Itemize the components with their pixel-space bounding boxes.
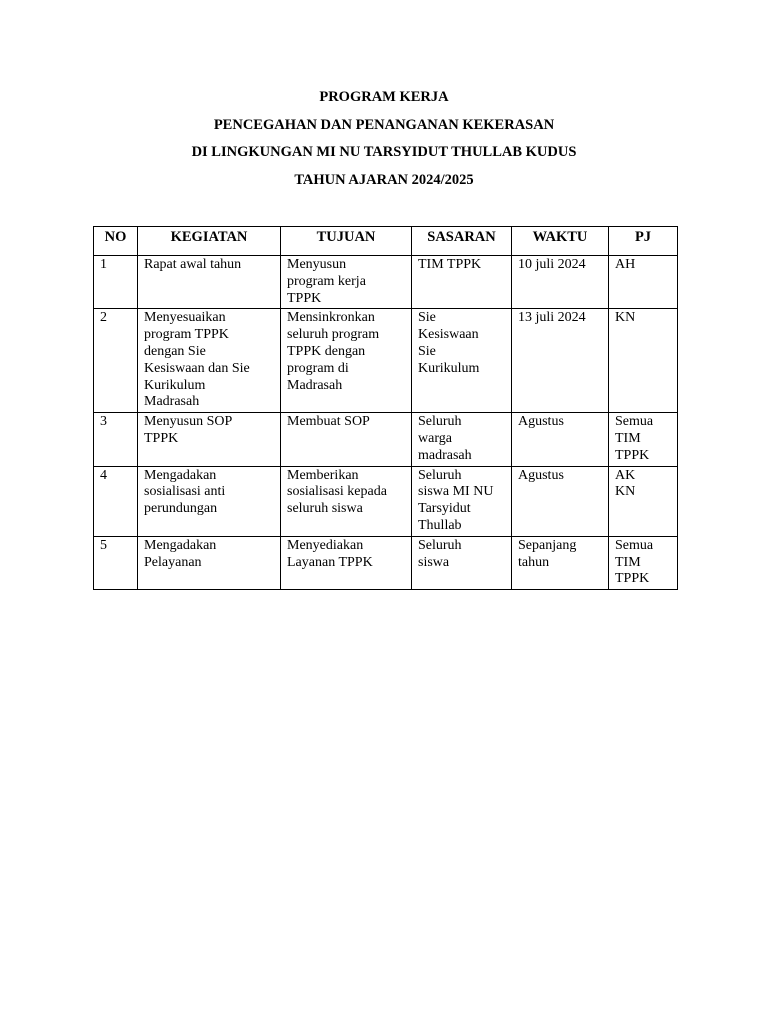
cell-kegiatan <box>138 256 281 309</box>
cell-tujuan <box>281 309 412 413</box>
table-row <box>94 309 678 413</box>
cell-text: Menyesuaikan program TPPK dengan Sie Kesiswaan dan Sie Kurikulum Madrasah <box>144 310 250 410</box>
cell-kegiatan <box>138 536 281 589</box>
cell-no <box>94 309 138 413</box>
cell-text: 4 <box>100 467 107 483</box>
cell-kegiatan <box>138 309 281 413</box>
cell-text: Agustus <box>518 414 564 430</box>
cell-waktu <box>512 256 609 309</box>
cell-text: Sie Kesiswaan Sie Kurikulum <box>418 310 480 376</box>
cell-tujuan <box>281 536 412 589</box>
cell-text: Semua TIM TPPK <box>615 537 654 587</box>
cell-text: Agustus <box>518 467 564 483</box>
cell-text: Semua TIM TPPK <box>615 414 654 463</box>
cell-text: 5 <box>100 537 107 553</box>
header-no: NO <box>94 227 138 256</box>
cell-sasaran <box>412 309 512 413</box>
cell-text: Menyusun SOP TPPK <box>144 414 233 446</box>
cell-no <box>94 256 138 309</box>
cell-text: Seluruh warga madrasah <box>418 414 472 463</box>
cell-no <box>94 413 138 466</box>
header-waktu: WAKTU <box>512 227 609 256</box>
cell-tujuan <box>281 466 412 536</box>
cell-text: Mengadakan Pelayanan <box>144 537 217 570</box>
cell-text: Seluruh siswa MI NU Tarsyidut Thullab <box>418 467 494 533</box>
cell-text: Mensinkronkan seluruh program TPPK dengan program di Madrasah <box>287 310 380 393</box>
table-row <box>94 413 678 466</box>
cell-text: 1 <box>100 257 107 272</box>
cell-pj <box>609 466 678 536</box>
document-location: DI LINGKUNGAN MI NU TARSYIDUT THULLAB KUDUS <box>191 144 577 160</box>
cell-kegiatan <box>138 413 281 466</box>
cell-text: 13 juli 2024 <box>518 310 586 326</box>
cell-pj <box>609 309 678 413</box>
header-sasaran: SASARAN <box>412 227 512 256</box>
cell-waktu <box>512 413 609 466</box>
cell-waktu <box>512 309 609 413</box>
cell-no <box>94 536 138 589</box>
cell-sasaran <box>412 536 512 589</box>
cell-pj <box>609 536 678 589</box>
cell-sasaran <box>412 466 512 536</box>
header-tujuan: TUJUAN <box>281 227 412 256</box>
document-subtitle: PENCEGAHAN DAN PENANGANAN KEKERASAN <box>213 117 555 133</box>
cell-text: 3 <box>100 414 107 430</box>
cell-text: 10 juli 2024 <box>518 257 586 272</box>
cell-tujuan <box>281 413 412 466</box>
cell-text: Mengadakan sosialisasi anti perundungan <box>144 467 226 517</box>
table-header-row <box>94 227 678 256</box>
cell-text: AH <box>615 257 636 272</box>
program-table <box>93 226 678 590</box>
document-title: PROGRAM KERJA <box>319 89 449 105</box>
cell-text: 2 <box>100 310 107 326</box>
cell-text: Membuat SOP <box>287 414 370 430</box>
cell-waktu <box>512 536 609 589</box>
cell-text: AK KN <box>615 467 636 500</box>
cell-text: Menyusun program kerja TPPK <box>287 257 366 306</box>
cell-text: Sepanjang tahun <box>518 537 577 570</box>
table-row <box>94 256 678 309</box>
cell-sasaran <box>412 413 512 466</box>
cell-text: Rapat awal tahun <box>144 257 242 272</box>
table-row <box>94 536 678 589</box>
cell-text: Seluruh siswa <box>418 537 462 570</box>
table-row <box>94 466 678 536</box>
cell-pj <box>609 256 678 309</box>
cell-no <box>94 466 138 536</box>
cell-tujuan <box>281 256 412 309</box>
cell-text: TIM TPPK <box>418 257 482 272</box>
cell-text: Memberikan sosialisasi kepada seluruh siswa <box>287 467 387 517</box>
cell-pj <box>609 413 678 466</box>
header-pj: PJ <box>609 227 678 256</box>
cell-waktu <box>512 466 609 536</box>
header-kegiatan: KEGIATAN <box>138 227 281 256</box>
cell-text: Menyediakan Layanan TPPK <box>287 537 373 570</box>
cell-kegiatan <box>138 466 281 536</box>
document-academic-year: TAHUN AJARAN 2024/2025 <box>294 172 474 188</box>
cell-sasaran <box>412 256 512 309</box>
cell-text: KN <box>615 310 636 326</box>
